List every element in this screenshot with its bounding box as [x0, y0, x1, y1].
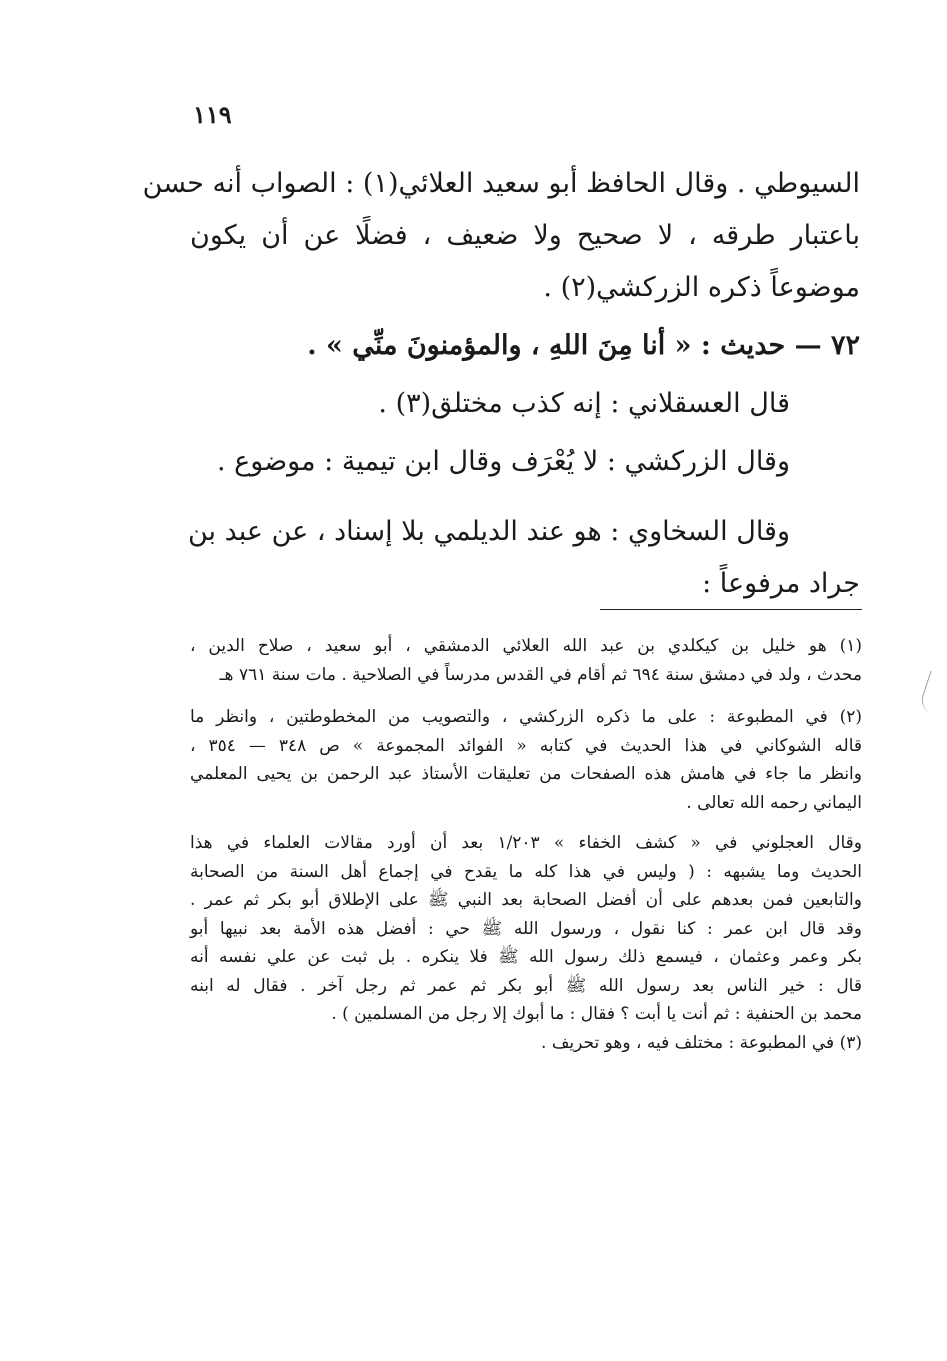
footnote-line: وقد قال ابن عمر : كنا نقول ، ورسول الله ﷺ حي : أفضل هذه الأمة بعد نبيها أبو [190, 918, 862, 939]
margin-pencil-mark [918, 671, 945, 714]
main-line: السيوطي . وقال الحافظ أبو سعيد العلائي(١) : الصواب أنه حسن [142, 168, 860, 199]
main-line: قال العسقلاني : إنه كذب مختلق(٣) . [378, 388, 790, 419]
footnote-line: محدث ، ولد في دمشق سنة ٦٩٤ ثم أقام في القدس مدرساً في الصلاحية . مات سنة ٧٦١ هـ [219, 664, 862, 685]
footnote-line: بكر وعمر وعثمان ، فيسمع ذلك رسول الله ﷺ فلا ينكره . بل ثبت عن علي نفسه أنه [190, 947, 862, 967]
hadith-heading: ٧٢ — حديث : « أنا مِنَ اللهِ ، والمؤمنونَ منِّي » . [307, 330, 860, 361]
footnotes [190, 632, 862, 1057]
footnote-line: قاله الشوكاني في هذا الحديث في كتابه « الفوائد المجموعة » ص ٣٤٨ — ٣٥٤ ، [190, 735, 863, 756]
footnote-line: قال : خير الناس بعد رسول الله ﷺ أبو بكر ثم عمر ثم رجل آخر . فقال له ابنه [190, 975, 862, 996]
main-line: باعتبار طرقه ، لا صحيح ولا ضعيف ، فضلًا عن أن يكون [190, 220, 860, 251]
footnote-line: (٣) في المطبوعة : مختلف فيه ، وهو تحريف . [541, 1032, 862, 1053]
main-line: موضوعاً ذكره الزركشي(٢) . [543, 272, 860, 303]
footnote-line: وقال العجلوني في « كشف الخفاء » ١/٢٠٣ بعد أن أورد مقالات العلماء في هذا [190, 833, 862, 853]
footnote-line: (٢) في المطبوعة : على ما ذكره الزركشي ، والتصويب من المخطوطتين ، وانظر ما [190, 707, 862, 727]
footnote-line: (١) هو خليل بن كيكلدي بن عبد الله العلائي الدمشقي ، أبو سعيد ، صلاح الدين ، [190, 636, 862, 656]
footnote-line: الحديث وما يشبهه : ( وليس في هذا كله ما يقدح في إجماع أهل السنة من الصحابة [190, 861, 862, 882]
main-text [142, 158, 860, 610]
footnote-line: وانظر ما جاء في هامش هذه الصفحات من تعليقات الأستاذ عبد الرحمن بن يحيى المعلمي [190, 764, 862, 784]
page-number: ١١٩ [193, 100, 232, 129]
footnote-line: اليماني رحمه الله تعالى . [686, 792, 862, 813]
footnote-line: والتابعين فمن بعدهم على أن أفضل الصحابة بعد النبي ﷺ على الإطلاق أبو بكر ثم عمر . [190, 890, 862, 910]
footnote-separator [600, 609, 862, 610]
main-line: جراد مرفوعاً : [702, 568, 860, 599]
main-line: وقال الزركشي : لا يُعْرَف وقال ابن تيمية : موضوع . [217, 446, 790, 477]
footnote-line: محمد بن الحنفية : ثم أنت يا أبت ؟ فقال : ما أبوك إلا رجل من المسلمين ) . [331, 1004, 862, 1024]
main-line: وقال السخاوي : هو عند الديلمي بلا إسناد ، عن عبد بن [187, 516, 790, 547]
